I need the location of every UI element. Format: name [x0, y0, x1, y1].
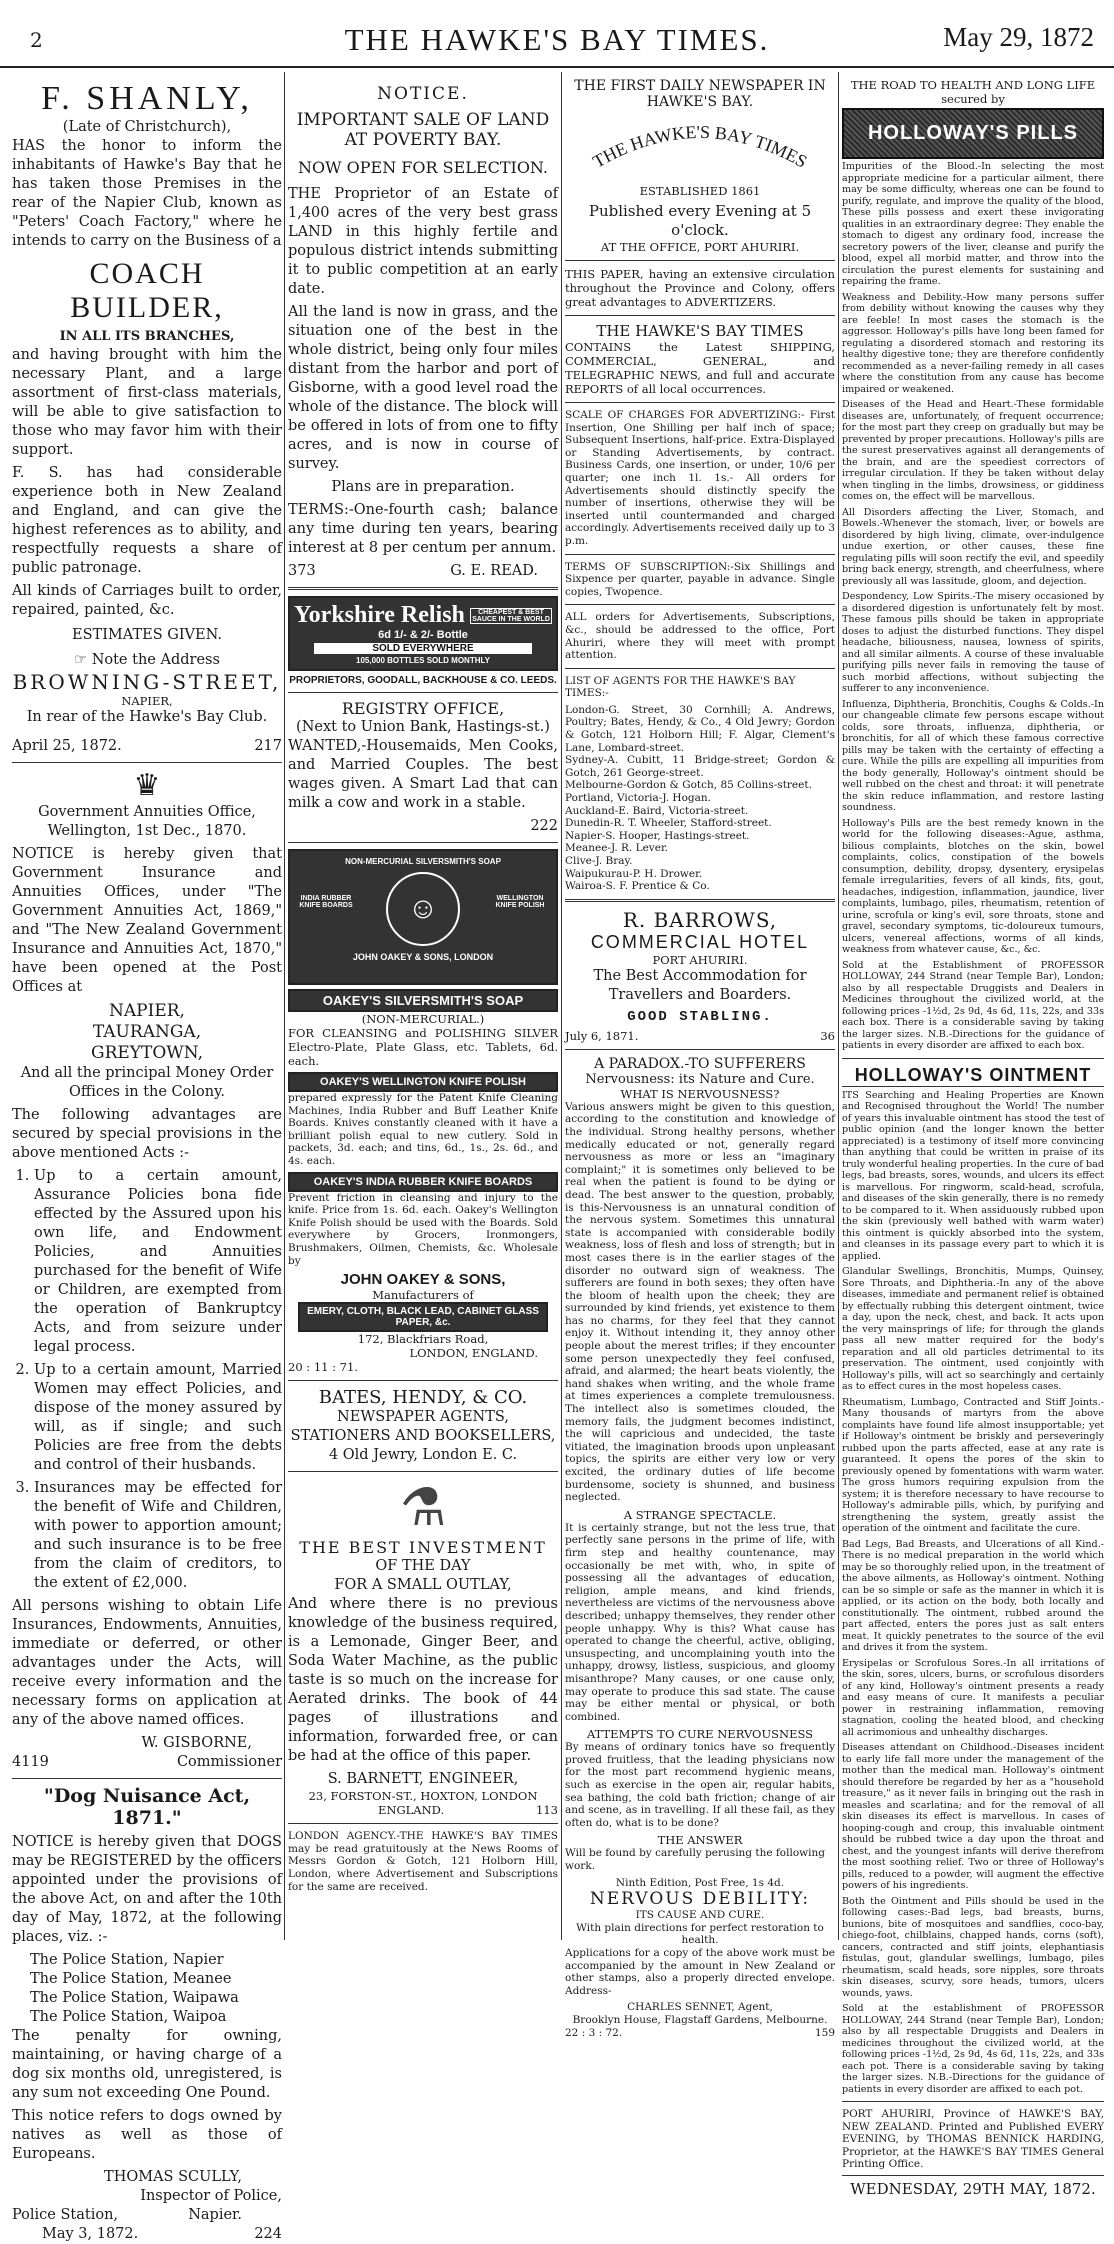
annuities-adv: The following advantages are secured by special provisions in the above mentioned Acts :- — [12, 1107, 282, 1161]
oakey-manufacturers: Manufacturers of — [372, 1288, 474, 1303]
annuities-office: Government Annuities Office, — [38, 804, 256, 820]
barrows-date: July 6, 1871. — [565, 1028, 639, 1043]
invest-body: And where there is no previous knowledge of the business required, is a Lemonade, Ginger Beer, and Soda Water Machine, as the public taste is so much on the increase for Aerated drinks. The book of 44 pages of illustrations and information, forwarded free, or can be had at the office of this paper. — [288, 1596, 558, 1765]
paradox-date: 22 : 3 : 72. — [565, 2026, 623, 2039]
dog-act-refers: This notice refers to dogs owned by natives as well as those of Europeans. — [12, 2108, 282, 2162]
relish-brand: Yorkshire Relish — [294, 602, 465, 628]
oakey-boards-banner: INDIA RUBBER KNIFE BOARDS — [299, 895, 353, 909]
oakey-address: 172, Blackfriars Road, — [357, 1332, 489, 1347]
shanly-date: April 25, 1872. — [12, 738, 122, 754]
orders: ALL orders for Advertisements, Subscriptions, &c., should be addressed to the office, Port Ahuriri, where they will meet with prompt attention. — [565, 611, 835, 662]
holloways-pills-banner: HOLLOWAY'S PILLS — [842, 108, 1104, 159]
invest-h3: FOR A SMALL OUTLAY, — [334, 1577, 512, 1594]
divider — [288, 1380, 558, 1381]
column-4 — [842, 74, 1104, 2198]
divider — [842, 2101, 1104, 2102]
column-divider — [284, 72, 285, 1940]
paradox-h5: ATTEMPTS TO CURE NERVOUSNESS — [586, 1727, 814, 1742]
pills-paragraph: Despondency, Low Spirits.-The misery occasioned by a disordered digestion is unfortunately felt by most. These famous pills should be taken in appropriate doses to adjust the disturbed functions. They dispel headache, biliousness, nausea, lowness of spirits, and all similar ailments. A course of these invaluable purifying pills never fails in removing the tause of such morbid affections, without subjecting the sufferer to any inconvenience. — [842, 591, 1104, 694]
ointment-paragraph: Both the Ointment and Pills should be used in the following cases:-Bad legs, bad breasts, burns, bunions, bite of mosquitoes and sandflies, coco-bay, chiego-foot, chilblains, chapped hands, corns (soft), cancers, contracted and stiff joints, elephantiasis fistulas, gout, glandular swellings, lumbago, piles rheumatism, scald heads, sore nipples, sore throats skin diseases, scurvy, sore heads, tumors, ulcers wounds, yaws. — [842, 1895, 1104, 1999]
oakey-nonmercurial: (NON-MERCURIAL.) — [361, 1012, 485, 1026]
annuities-place-2: TAURANGA, — [92, 1022, 202, 1042]
oakey-polish-banner: WELLINGTON KNIFE POLISH — [495, 895, 545, 909]
oakey-india-body: Prevent friction in cleansing and injury to the knife. Price from 1s. 6d. each. Oakey's Wellington Knife Polish should be used with the Boards. Sold everywhere by Grocers, Ironmongers, Brushmakers, Oilmen, Chemists, &c. Wholesale by — [288, 1191, 558, 1267]
oakey-emblem-ad — [288, 849, 558, 985]
notice-title: NOTICE. — [377, 84, 469, 104]
shanly-trade: COACH BUILDER, — [70, 257, 224, 324]
page-number: 2 — [30, 28, 43, 52]
pills-body — [842, 161, 1104, 1052]
annuities-and: And all the principal Money Order Offices in the Colony. — [20, 1065, 274, 1100]
invest-signature: S. BARNETT, ENGINEER, — [327, 1771, 519, 1788]
paradox-body3: By means of ordinary tonics have so frequently proved fruitless, that the leading physicians now for the most part recommend hygienic means, such as exercise in the open air, regular habits, sea bathing, the cold bath friction; change of air and scene, as in travelling. If all these fail, as they often do, what is to be done? — [565, 1741, 835, 1829]
dog-act-title: "Dog Nuisance Act, 1871." — [43, 1785, 251, 1829]
ointment-paragraph: Glandular Swellings, Bronchitis, Mumps, Quinsey, Sore Throats, and Diphtheria.-In any of the above diseases, immediate and permanent relief is obtained by effectually rubbing this detergent ointment, twice a day, upon the neck, chest, and back. It acts upon the very mainsprings of life; for through the glands pass all new matter required for the body's reparation and all old particles detrimental to its preservation. The ointment, used conjointly with Holloway's pills, will act so searchingly and certainly as to effect cures in the most hopeless cases. — [842, 1266, 1104, 1392]
footer-date: WEDNESDAY, 29TH MAY, 1872. — [842, 2175, 1104, 2198]
oakey-silversmith-banner: OAKEY'S SILVERSMITH'S SOAP — [288, 989, 558, 1012]
agent-entry: Napier-S. Hooper, Hastings-street. — [565, 829, 750, 842]
divider — [565, 604, 835, 605]
divider — [565, 260, 835, 261]
annuities-num: 4119 — [12, 1754, 49, 1770]
ointment-paragraph: Erysipelas or Scrofulous Sores.-In all irritations of the skin, sores, ulcers, burns, or scrofulous disorders of any kind, Holloway's ointment presents a ready and easy means of cure. It manifests a peculiar power in restraining inflammation, removing stagnation, cooling the heated blood, and checking all acrimonious and unhealthy discharges. — [842, 1657, 1104, 1738]
column-divider — [561, 72, 562, 1940]
shanly-note — [12, 651, 282, 670]
invest-num: 113 — [536, 1803, 558, 1818]
paradox-num: 159 — [814, 2026, 835, 2039]
ointment-paragraph: Rheumatism, Lumbago, Contracted and Stiff Joints.-Many thousands of martyrs from the above complaints have found life almost insupportable; yet if Holloway's ointment be briskly and perseveringly rubbed upon the parts affected, ease at any rate is guaranteed. It opens the pores of the skin to previously opened by fomentations with warm water. The gross humors requiring expulsion from the system; it is therefore necessary to have recourse to Holloway's admirable pills, which, by purifying and strengthening the system, greatly assist the operation of the ointment and facilitate the cure. — [842, 1396, 1104, 1534]
divider — [565, 402, 835, 403]
relish-sold: SOLD EVERYWHERE — [314, 643, 532, 654]
column-divider — [838, 72, 839, 1940]
annuities-list — [12, 1167, 282, 1593]
ointment-body — [842, 1090, 1104, 2096]
pills-paragraph: Holloway's Pills are the best remedy known in the world for the following diseases:-Ague, asthma, bilious complaints, blotches on the skin, bowel complaints, colics, constipation of the bowels consumption, debility, dropsy, dysentery, erysipelas female irregularities, fevers of all kinds, fits, gout, headaches, indigestion, inflammation, jaundice, liver complaints, lumbago, piles, rheumatism, retention of urine, scrofula or king's evil, sore throats, stone and gravel, secondary symptoms, tic-doloureux tumours, ulcers, venereal affections, worms of all kinds, weakness from whatever cause, &c., &c. — [842, 817, 1104, 955]
annuities-place: Wellington, 1st Dec., 1870. — [47, 823, 247, 839]
yorkshire-relish-ad — [288, 596, 558, 671]
oakey-firm: JOHN OAKEY & SONS, — [340, 1271, 506, 1289]
royal-crest-icon: ♛ — [133, 768, 161, 803]
notice-terms: TERMS:-One-fourth cash; balance any time during ten years, bearing interest at 8 per centum per annum. — [288, 502, 558, 556]
dog-act-role: Inspector of Police, — [140, 2188, 282, 2204]
pills-paragraph: Impurities of the Blood.-In selecting the most appropriate medicine for a particular ailment, there may be some difficulty, whereas one can be found to purify, regulate, and improve the quality of the blood, These pills possess and exert these invigorating qualities in an extraordinary degree: They enable the stomach to digest any ordinary food, increase the secretory powers of the liver, cleanse and purify the blood, expel all morbid matter, and throw into the circulation the purest elements for sustaining and repairing the frame. — [842, 161, 1104, 287]
divider — [288, 1823, 558, 1824]
divider — [565, 554, 835, 555]
shanly-name: F. SHANLY, — [41, 80, 253, 117]
paradox-h6: THE ANSWER — [657, 1833, 743, 1848]
notice-plans: Plans are in preparation. — [331, 479, 515, 495]
annuities-role: Commissioner — [176, 1754, 282, 1770]
paradox-agent: CHARLES SENNET, Agent, — [627, 2001, 773, 2014]
oakey-city: LONDON, ENGLAND. — [409, 1346, 538, 1361]
shanly-body2: and having brought with him the necessary Plant, and a large assortment of first-class materials, will be able to give satisfaction to those who may favor him with their support. — [12, 347, 282, 458]
shanly-body4: All kinds of Carriages built to order, repaired, painted, &c. — [12, 583, 282, 618]
registry-body: WANTED,-Housemaids, Men Cooks, and Married Couples. The best wages given. A Smart Lad that can milk a cow and work in a stable. — [288, 738, 558, 811]
pointing-hand-icon: ☞ — [74, 652, 92, 668]
annuities-item: 2. Up to a certain amount, Married Women may effect Policies, and dispose of the money assured by will, as if single; and such Policies are free from the debts and control of their husbands. — [34, 1361, 282, 1475]
annuities-item: 3. Insurances may be effected for the benefit of Wife and Children, with power to apportion amount; and such insurance is to be free from the claim of creditors, to the extent of £2,000. — [34, 1479, 282, 1593]
paradox-address: Brooklyn House, Flagstaff Gardens, Melbourne. — [572, 2013, 828, 2026]
notice-signature: G. E. READ. — [450, 563, 538, 579]
bates-address: 4 Old Jewry, London E. C. — [328, 1447, 518, 1464]
svg-text:THE HAWKE'S BAY TIMES — [589, 122, 810, 172]
agents-title: LIST OF AGENTS FOR THE HAWKE'S BAY TIMES:- — [565, 674, 796, 700]
registry-sub: (Next to Union Bank, Hastings-st.) — [296, 719, 550, 735]
barrows-stabling: GOOD STABLING. — [627, 1008, 773, 1025]
ointment-paragraph: Sold at the establishment of PROFESSOR HOLLOWAY, 244 Strand (near Temple Bar), London; also by all respectable Druggists and Dealers in medicines throughout the civilized world, at the following prices -1½d, 2s 9d, 4s 6d, 11s, 22s, and 33s each pot. There is a considerable saving by taking the larger sizes. N.B.-Directions for the guidance of patients in every disorder are affixed to each pot. — [842, 2003, 1104, 2095]
shanly-town: NAPIER, — [121, 694, 173, 708]
masthead-rule — [0, 66, 1114, 68]
holloways-ointment-banner: HOLLOWAY'S OINTMENT — [842, 1065, 1104, 1087]
dog-act-signature: THOMAS SCULLY, — [104, 2169, 242, 2185]
annuities-intro: NOTICE is hereby given that Government Insurance and Annuities Offices, under "The Government Annuities Act, 1869," and "The New Zealand Government Insurance and Annuities Act, 1870," have been opened at the Post Offices at — [12, 846, 282, 995]
shanly-from: (Late of Christchurch), — [62, 119, 232, 135]
paradox-h2: Nervousness: its Nature and Cure. — [585, 1071, 815, 1087]
agent-entry: Waipukurau-P. H. Drower. — [565, 867, 703, 880]
soda-machine-illustration: ⚗ — [399, 1478, 447, 1539]
oakey-emery-banner: EMERY, CLOTH, BLACK LEAD, CABINET GLASS PAPER, &c. — [298, 1302, 548, 1332]
police-station: The Police Station, Waipoa — [30, 2009, 227, 2025]
shanly-rear: In rear of the Hawke's Bay Club. — [26, 709, 268, 725]
annuities-item: 1. Up to a certain amount, Assurance Policies bona fide effected by the Assured upon his own life, and Endowment Policies, and Annuities purchased for the benefit of Wife or Children, are exempted from the operation of Bankruptcy Acts, and from seizure under legal process. — [34, 1167, 282, 1357]
dog-act-town: Napier. — [188, 2207, 242, 2223]
dog-act-date: May 3, 1872. — [42, 2226, 139, 2242]
bates-sub: NEWSPAPER AGENTS, — [337, 1409, 509, 1426]
barrows-best: The Best Accommodation for Travellers and Boarders. — [593, 967, 807, 1003]
column-3 — [565, 74, 835, 2039]
divider — [565, 315, 835, 316]
pills-paragraph: Diseases of the Head and Heart.-These formidable diseases are, unfortunately, of frequent occurrence; for the most part they creep on gradually but may be prevented by proper precautions. Holloway's pills are the surest preservatives against all derangements of the brain, and are the speediest correctors of irregular circulation. If they be taken without delay when tingling in the limbs, drowsiness, or giddiness comes on, the effect will be marvellous. — [842, 399, 1104, 502]
ointment-paragraph: Diseases attendant on Childhood.-Diseases incident to early life fall more under the management of the mother than the medical man. Holloway's ointment should therefore be regarded by her as a "household treasure," as it never fails in bringing out the rash in measles and scarlatina; and for the removal of all skin diseases its effect is marvellous. In cases of hooping-cough and croup, this invaluable ointment should be rubbed twice a day upon the throat and chest, and the youngest infants will derive therefrom the most soothing relief. Two or three of Holloway's pills, reduced to a powder, will augment the effective powers of his ingredients. — [842, 1742, 1104, 1891]
paradox-plain: With plain directions for perfect restoration to health. — [576, 1921, 824, 1947]
circulation: THIS PAPER, having an extensive circulation throughout the Province and Colony, offers great advantages to ADVERTIZERS. — [565, 267, 835, 309]
agents-list — [565, 704, 835, 893]
divider — [288, 842, 558, 843]
agent-entry: London-G. Street, 30 Cornhill; A. Andrews, Poultry; Bates, Hendy, & Co., 4 Old Jewry; Gordon & Gotch, 121 Holborn Hill; F. Algar, Clement's Lane, Lombard-street. — [565, 703, 835, 754]
paradox-h4: A STRANGE SPECTACLE. — [623, 1507, 777, 1522]
road-to-health: THE ROAD TO HEALTH AND LONG LIFE secured by — [850, 78, 1096, 106]
column-1 — [12, 74, 282, 2242]
dog-act-station: Police Station, — [12, 2207, 119, 2223]
annuities-close: All persons wishing to obtain Life Insurances, Endowments, Annuities, immediate or deferred, or other advantages under the Acts, will receive every information and the necessary forms on application at any of the above named offices. — [12, 1598, 282, 1728]
pills-paragraph: Weakness and Debility.-How many persons suffer from debility without knowing the causes why they are feeble! In most cases the stomach is the aggressor. Holloway's pills have long been famed for regulating a disordered stomach and restoring its healthy digestive tone; they are therefore confidently recommended as a never-failing remedy in all cases where the constitution from any cause has become impaired or weakened. — [842, 291, 1104, 395]
invest-address: 23, FORSTON-ST., HOXTON, LONDON — [308, 1789, 538, 1804]
first-daily: THE FIRST DAILY NEWSPAPER IN HAWKE'S BAY. — [574, 78, 826, 110]
office: AT THE OFFICE, PORT AHURIRI. — [600, 240, 800, 254]
relish-tag: CHEAPEST & BEST SAUCE IN THE WORLD — [470, 608, 552, 624]
barrows-num: 36 — [820, 1028, 835, 1043]
divider — [565, 668, 835, 669]
times-arch-title — [565, 110, 835, 180]
paradox-nervous-debility: NERVOUS DEBILITY: — [589, 1889, 811, 1910]
oakey-for: FOR CLEANSING and POLISHING SILVER Electro-Plate, Plate Glass, etc. Tablets, 6d. each. — [288, 1026, 558, 1068]
agent-entry: Melbourne-Gordon & Gotch, 85 Collins-street. — [565, 779, 812, 792]
paradox-body: Various answers might be given to this question, according to the constitution and knowledge of the individual. Strong healthy persons, whether medically educated or not, generally regard nervousness as more or less an "imaginary complaint;" it is sometimes only believed to be real when the patient is found to be dying or dead. The best answer to the question, probably, is this-Nervousness is an unnatural condition of the nervous system. Sometimes this unnatural state is accompanied with considerable bodily weakness, loss of flesh and loss of strength; but in most cases there is in the earlier stages of the disorder no outward sign of weakness. The sufferers are found in both sexes; they often have the bloom of health upon the cheek; they are surrounded by kind friends, yet existence to them has no charms, for they feel that they cannot enjoy it. Without intending it, they annoy other people about the merest trifles; if they encounter some person unexpectedly they feel confused, afraid, and alarmed; the heart beats violently, the hand shakes when writing, and the whole frame at times experiences a complete tremulousness. The intellect also is sometimes clouded, the memory fails, the judgment becomes indistinct, the will capricious and undecided, the taste vitiated, the imagination broods upon unpleasant topics, the spirits are either very low or very excited, the ordinary duties of life become burdensome, society is shunned, and business neglected. — [565, 1100, 835, 1504]
column-2 — [288, 74, 558, 1934]
divider — [288, 692, 558, 693]
pills-paragraph: Influenza, Diphtheria, Bronchitis, Coughs & Colds.-In our changeable climate few persons escape without colds, sore throats, influenza, diphtheria, or bronchitis, for all of which these famous corrective pills may be taken with the certainty of effecting a cure. While the pills are expelling all impurities from the body generally, Holloway's ointment should be well rubbed on the chest and throat: it will penetrate the skin reduce inflammation, and restore lasting soundness. — [842, 698, 1104, 813]
agent-entry: Sydney-A. Cubitt, 11 Bridge-street; Gordon & Gotch, 261 George-street. — [565, 754, 835, 779]
notice-h2: AT POVERTY BAY. — [344, 130, 502, 150]
agent-entry: Auckland-E. Baird, Victoria-street. — [565, 804, 749, 817]
dog-act-stations — [12, 1951, 282, 2027]
agent-entry: Portland, Victoria-J. Hogan. — [565, 792, 711, 805]
paradox-edition: Ninth Edition, Post Free, 1s 4d. — [615, 1876, 785, 1889]
agent-entry: Dunedin-R. T. Wheeler, Stafford-street. — [565, 817, 772, 830]
times-name: THE HAWKE'S BAY TIMES — [596, 322, 804, 340]
barrows-name: R. BARROWS, — [622, 907, 778, 932]
relish-monthly: 105,000 BOTTLES SOLD MONTHLY — [356, 656, 490, 665]
police-station: The Police Station, Meanee — [30, 1971, 232, 1987]
pills-paragraph: Sold at the Establishment of PROFESSOR HOLLOWAY, 244 Strand (near Temple Bar), London; also by all respectable Druggists and Dealers in Medicines throughout the civilized world, at the following prices -1½d, 2s 9d, 4s 6d, 11s, 22s, and 33s each box. There is a considerable saving by taking the larger sizes. N.B.-Directions for the guidance of patients in every disorder are affixed to each box. — [842, 959, 1104, 1051]
bates-title: BATES, HENDY, & CO. — [318, 1387, 528, 1409]
oakey-num: 20 : 11 : 71. — [288, 1360, 358, 1375]
invest-country: ENGLAND. — [378, 1803, 445, 1818]
pills-paragraph: All Disorders affecting the Liver, Stomach, and Bowels.-Whenever the stomach, liver, or bowels are disordered by high living, climate, over-indulgence undue exertion, or other causes, these fine regulating pills will soon rectify the evil, and speedily bring back energy, strength, and cheerfulness, where previously all was lassitude, gloom, and dejection. — [842, 506, 1104, 587]
divider — [288, 1471, 558, 1472]
divider — [565, 1049, 835, 1050]
dog-act-num: 224 — [254, 2226, 282, 2242]
published: Published every Evening at 5 o'clock. — [588, 202, 812, 239]
agent-entry: Wairoa-S. F. Prentice & Co. — [565, 880, 710, 893]
annuities-place-1: NAPIER, — [109, 1001, 185, 1021]
divider — [842, 1058, 1104, 1059]
shanly-branches: IN ALL ITS BRANCHES, — [59, 329, 235, 344]
paradox-apply: Applications for a copy of the above work must be accompanied by the amount in New Zealand or other stamps, also a properly directed envelope. Address- — [565, 1947, 835, 1997]
divider — [288, 587, 558, 590]
shanly-estimates: ESTIMATES GIVEN. — [72, 627, 222, 643]
bates-sub2: STATIONERS AND BOOKSELLERS, — [290, 1428, 556, 1445]
annuities-signature: W. GISBORNE, — [141, 1735, 252, 1751]
ointment-paragraph: ITS Searching and Healing Properties are Known and Recognised throughout the World! The number of years this invaluable ointment has stood the test of public opinion (and the longer known the better appreciated) is a testimony of itself more convincing than anything that could be written in praise of its truly wonderful healing properties. In the cure of bad legs, bad breasts, sores, wounds, and ulcers its effect is marvellous. For ringworm, scald-head, scrofula, and diseases of the skin generally, there is no remedy to be compared to it. When assiduously rubbed upon the skin (previously well bathed with warm water) this ointment is quickly absorbed into the system, and cleanses in its passage every part to which it is applied. — [842, 1089, 1104, 1262]
agent-entry: Clive-J. Bray. — [565, 855, 633, 867]
barrows-port: PORT AHURIRI. — [652, 952, 748, 967]
police-station: The Police Station, Napier — [30, 1952, 224, 1968]
registry-title: REGISTRY OFFICE, — [341, 699, 505, 718]
police-station: The Police Station, Waipawa — [30, 1990, 239, 2006]
printer-imprint: PORT AHURIRI, Province of HAWKE'S BAY, NEW ZEALAND. Printed and Published EVERY EVENING, by THOMAS BENNICK HARDING, Proprietor, at the HAWKE'S BAY TIMES General Printing Office. — [842, 2108, 1104, 2171]
divider — [12, 1778, 282, 1779]
paradox-cause: ITS CAUSE AND CURE. — [635, 1909, 765, 1922]
invest-h1: THE BEST INVESTMENT — [299, 1538, 547, 1558]
oakey-india-banner: OAKEY'S INDIA RUBBER KNIFE BOARDS — [288, 1172, 558, 1192]
divider — [565, 899, 835, 902]
invest-h2: OF THE DAY — [375, 1558, 471, 1575]
subscription-terms: TERMS OF SUBSCRIPTION:-Six Shillings and Sixpence per quarter, payable in advance. Single copies, Twopence. — [565, 560, 835, 598]
barrows-hotel: COMMERCIAL HOTEL — [590, 931, 810, 952]
shanly-street: BROWNING-STREET, — [12, 670, 282, 694]
paradox-h1: A PARADOX.-TO SUFFERERS — [594, 1055, 806, 1072]
divider — [12, 762, 282, 763]
paradox-h3: WHAT IS NERVOUSNESS? — [620, 1086, 780, 1101]
shanly-num: 217 — [254, 738, 282, 754]
newspaper-title: THE HAWKE'S BAY TIMES. — [344, 22, 770, 57]
issue-date: May 29, 1872 — [943, 22, 1094, 52]
relish-proprietors: PROPRIETORS, GOODALL, BACKHOUSE & CO. LEEDS. — [289, 675, 557, 686]
wellington-portrait-icon: ☺ — [386, 872, 460, 946]
dog-act-body: NOTICE is hereby given that DOGS may be REGISTERED by the officers appointed under the provisions of the above Act, on and after the 10th day of May, 1872, at the following places, viz. :- — [12, 1834, 282, 1945]
annuities-place-3: GREYTOWN, — [91, 1043, 203, 1063]
relish-price: 6d 1/- & 2/- Bottle — [378, 629, 468, 641]
notice-body: THE Proprietor of an Estate of 1,400 acres of the very best grass LAND in this highly fertile and populous district intends submitting it to public competition at an early date. — [288, 186, 558, 297]
agent-entry: Meanee-J. R. Lever. — [565, 842, 669, 855]
paradox-body2: It is certainly strange, but not the less true, that perfectly sane persons in the prime of life, with firm step and healthy countenance, may occasionally be met with, who, in spite of possessing all the advantages of education, religion, ample means, and kind friends, nevertheless are victims of the nervousness above described; unhappy themselves, they render other people unhappy. Why is this? What cause has operated to change the cheerful, active, obliging, unsuspecting, and uncomplaining youth into the unhappy, drowsy, listless, suspicious, and gloomy misanthrope? Many causes, or one cause only, may operate to produce this sad state. The cause may be either mental or physical, or both combined. — [565, 1521, 835, 1723]
notice-h1: IMPORTANT SALE OF LAND — [296, 110, 550, 130]
paradox-body4: Will be found by carefully perusing the following work. — [565, 1847, 825, 1873]
oakey-wellington-banner: OAKEY'S WELLINGTON KNIFE POLISH — [288, 1072, 558, 1092]
oakey-soap-banner: NON-MERCURIAL SILVERSMITH'S SOAP — [345, 857, 501, 866]
scale-of-charges: SCALE OF CHARGES FOR ADVERTIZING:- First Insertion, One Shilling per half inch of space; Subsequent Insertions, half-price. Extra-Displayed or Standing Advertisements, by contract. Business Cards, one insertion, or under, 10/6 per quarter; one inch 1l. 1s.- All orders for Advertisements should distinctly specify the number of insertions, otherwise they will be inserted until countermanded and charged accordingly. Advertisements received daily up to 3 p.m. — [565, 409, 835, 547]
oakey-wellington-body: prepared expressly for the Patent Knife Cleaning Machines, India Rubber and Buff Leather Knife Boards. Knives constantly cleaned with it have a brilliant polish equal to new cutlery. Sold in packets, 3d. each; and tins, 6d., 1s., 2s. 6d., and 4s. each. — [288, 1092, 558, 1167]
ointment-paragraph: Bad Legs, Bad Breasts, and Ulcerations of all Kind.-There is no medical preparation in the world which may be so thoroughly relied upon, in the treatment of the above ailments, as Holloway's ointment. Nothing can be so simple or safe as the manner in which it is applied, or its action on the body, both locally and constitutionally. The ointment, rubbed around the part affected, enters the pores just as salt enters meat. It quickly penetrates to the source of the evil and drives it from the system. — [842, 1538, 1104, 1653]
contains: CONTAINS the Latest SHIPPING, COMMERCIAL, GENERAL, and TELEGRAPHIC NEWS, and full and accurate REPORTS of all local occurrences. — [565, 340, 835, 396]
notice-h3: NOW OPEN FOR SELECTION. — [297, 158, 548, 177]
established: ESTABLISHED 1861 — [639, 184, 761, 198]
shanly-body3: F. S. has had considerable experience both in New Zealand and England, and can give the highest references as to ability, and respectfully requests a share of public patronage. — [12, 465, 282, 576]
registry-num: 222 — [530, 818, 558, 834]
masthead — [0, 0, 1114, 68]
notice-body2: All the land is now in grass, and the situation one of the best in the whole district, being only four miles distant from the harbor and port of Gisborne, with a good level road the whole of the distance. The block will be offered in lots of from one to fifty acres, and is now in course of survey. — [288, 304, 558, 472]
london-agency: LONDON AGENCY.-THE HAWKE'S BAY TIMES may be read gratuitously at the News Rooms of Messrs Gordon & Gotch, 121 Holborn Hill, London, where Advertisement and Subscriptions for the same are received. — [288, 1830, 558, 1893]
oakey-firm-banner: JOHN OAKEY & SONS, LONDON — [352, 952, 494, 962]
shanly-body: HAS the honor to inform the inhabitants of Hawke's Bay that he has taken those Premises in the rear of the Napier Club, known as "Peters' Coach Factory," where he intends to carry on the Business of a — [12, 138, 282, 249]
shanly-note-text: Note the Address — [91, 652, 220, 668]
notice-num: 373 — [288, 563, 316, 579]
arch-title-text: THE HAWKE'S BAY TIMES — [589, 121, 811, 172]
dog-act-penalty: The penalty for owning, maintaining, or having charge of a dog six months old, unregistered, is any sum not exceeding One Pound. — [12, 2028, 282, 2101]
